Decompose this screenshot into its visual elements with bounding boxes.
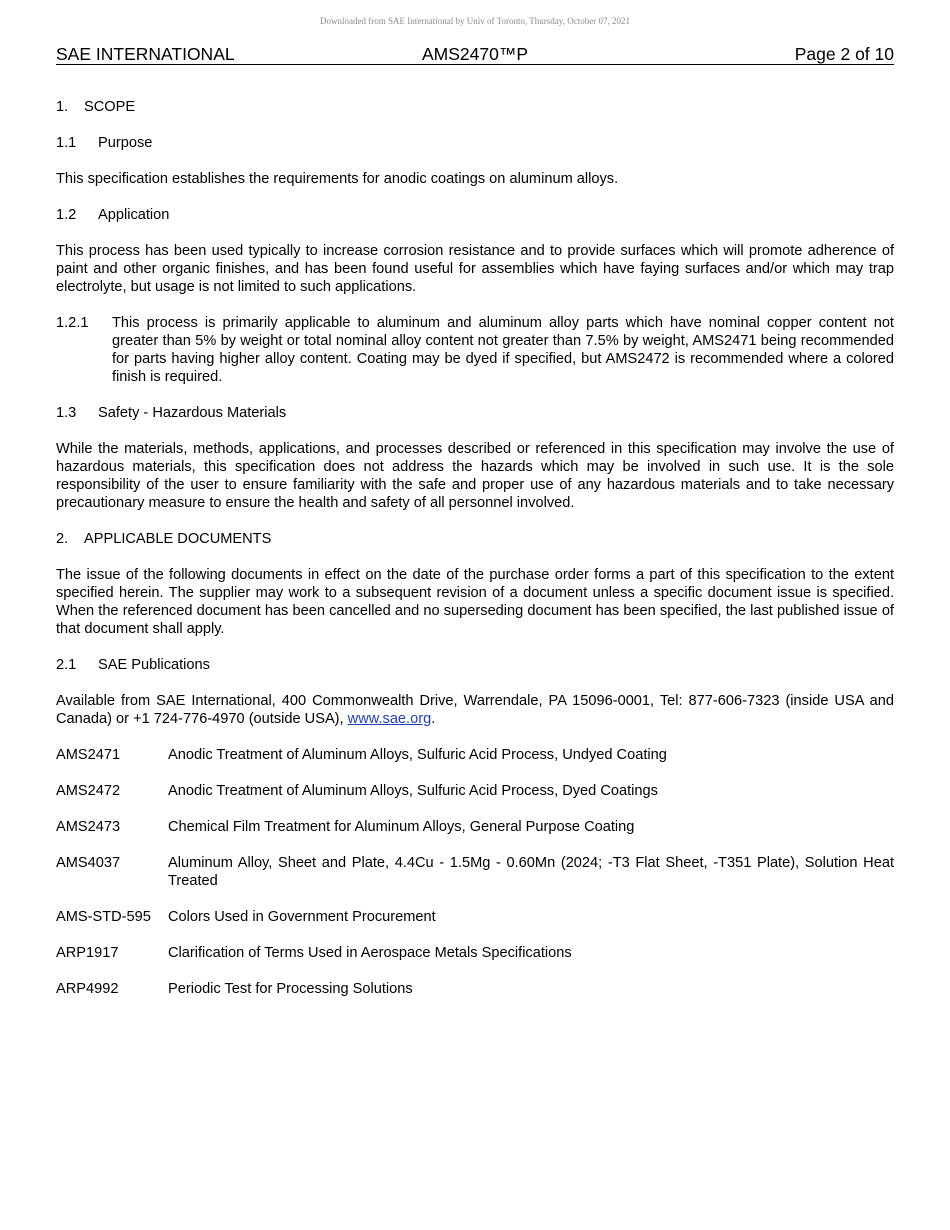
section-title: Purpose xyxy=(98,135,153,151)
reference-item xyxy=(56,980,894,998)
section-number: 1.1 xyxy=(56,135,77,151)
header-publisher: SAE INTERNATIONAL xyxy=(56,44,235,64)
reference-title: Periodic Test for Processing Solutions xyxy=(168,981,413,997)
reference-code: AMS-STD-595 xyxy=(56,909,151,925)
section-1-2-1 xyxy=(56,314,894,386)
section-title: SAE Publications xyxy=(98,657,210,673)
reference-item xyxy=(56,818,894,836)
section-1-3-heading xyxy=(56,404,894,422)
section-title: Safety - Hazardous Materials xyxy=(98,405,287,421)
section-2-heading xyxy=(56,530,894,548)
document-body xyxy=(56,98,894,1016)
section-1-2-text: This process has been used typically to increase corrosion resistance and to provide surfaces which will promote adherence of paint and other organic finishes, and has been found useful for assemblies which have faying surfaces and/or which may trap electrolyte, but usage is not limited to such applications. xyxy=(56,243,894,295)
reference-item xyxy=(56,782,894,800)
reference-item xyxy=(56,944,894,962)
header-page-number: Page 2 of 10 xyxy=(794,44,894,64)
page-header xyxy=(56,44,894,65)
section-1-heading xyxy=(56,98,894,116)
section-number: 2.1 xyxy=(56,657,77,673)
section-title: SCOPE xyxy=(84,99,136,115)
section-2-text: The issue of the following documents in effect on the date of the purchase order forms a part of this specification to the extent specified herein. The supplier may work to a subsequent revision of a document unless a specific document issue is specified. When the referenced document has been cancelled and no superseding document has been specified, the last published issue of that document shall apply. xyxy=(56,567,894,637)
download-watermark: Downloaded from SAE International by Univ of Toronto, Thursday, October 07, 2021 xyxy=(320,16,630,26)
reference-item xyxy=(56,746,894,764)
section-number: 1. xyxy=(56,99,69,115)
reference-item xyxy=(56,854,894,890)
reference-code: AMS4037 xyxy=(56,855,121,871)
section-2-1-heading xyxy=(56,656,894,674)
reference-code: ARP1917 xyxy=(56,945,119,961)
reference-code: AMS2471 xyxy=(56,747,121,763)
section-1-2-heading xyxy=(56,206,894,224)
reference-title: Colors Used in Government Procurement xyxy=(168,909,436,925)
reference-title: Chemical Film Treatment for Aluminum Alloys, General Purpose Coating xyxy=(168,819,635,835)
section-number: 1.2 xyxy=(56,207,77,223)
reference-title: Aluminum Alloy, Sheet and Plate, 4.4Cu - 1.5Mg - 0.60Mn (2024; -T3 Flat Sheet, -T351 Plate), Solution Heat Treated xyxy=(168,855,894,889)
reference-code: ARP4992 xyxy=(56,981,119,997)
reference-title: Anodic Treatment of Aluminum Alloys, Sulfuric Acid Process, Dyed Coatings xyxy=(168,783,658,799)
reference-item xyxy=(56,908,894,926)
section-1-1-heading xyxy=(56,134,894,152)
reference-code: AMS2472 xyxy=(56,783,121,799)
section-title: Application xyxy=(98,207,170,223)
section-title: APPLICABLE DOCUMENTS xyxy=(84,531,272,547)
section-2-1-text xyxy=(56,692,894,728)
availability-text: Available from SAE International, 400 Commonwealth Drive, Warrendale, PA 15096-0001, Tel: 877-606-7323 (inside USA and Canada) or +1 724-776-4970 (outside USA), xyxy=(56,693,894,727)
reference-code: AMS2473 xyxy=(56,819,121,835)
section-1-1-text: This specification establishes the requirements for anodic coatings on aluminum alloys. xyxy=(56,171,619,187)
reference-title: Anodic Treatment of Aluminum Alloys, Sulfuric Acid Process, Undyed Coating xyxy=(168,747,667,763)
reference-list xyxy=(56,746,894,998)
sae-website-link[interactable]: www.sae.org xyxy=(347,711,432,727)
section-number: 1.3 xyxy=(56,405,77,421)
section-1-2-1-text: This process is primarily applicable to aluminum and aluminum alloy parts which have nominal copper content not greater than 5% by weight or total nominal alloy content not greater than 7.5% by weight, AMS2471 being recommended for parts having higher alloy content. Coating may be dyed if specified, but AMS2472 is recommended where a colored finish is required. xyxy=(112,315,894,385)
reference-title: Clarification of Terms Used in Aerospace Metals Specifications xyxy=(168,945,572,961)
section-1-3-text: While the materials, methods, applications, and processes described or referenced in this specification may involve the use of hazardous materials, this specification does not address the hazards which may be involved in such use. It is the sole responsibility of the user to ensure familiarity with the safe and proper use of any hazardous materials and to take necessary precautionary measure to ensure the health and safety of all personnel involved. xyxy=(56,441,894,511)
section-number: 1.2.1 xyxy=(56,315,89,331)
header-document-number: AMS2470™P xyxy=(421,44,529,64)
availability-text-end: . xyxy=(431,711,436,727)
section-number: 2. xyxy=(56,531,69,547)
